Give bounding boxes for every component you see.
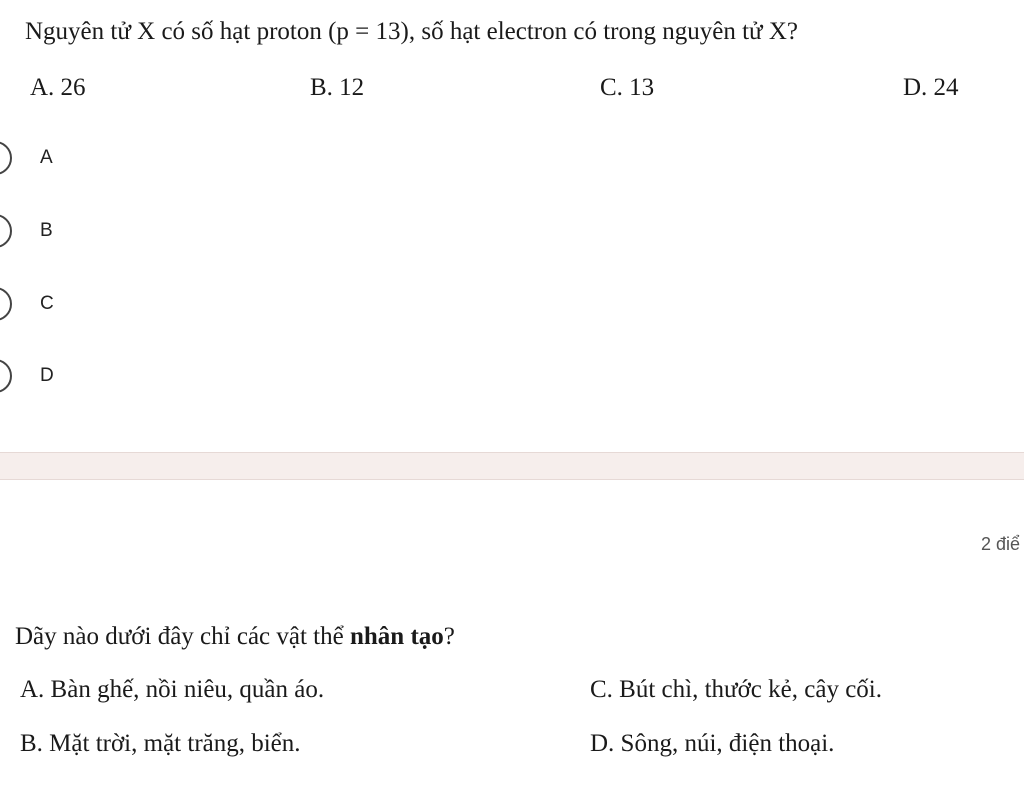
question1-option-d: D. 24 [903,74,959,101]
radio-label-c: C [40,293,54,314]
points-label: 2 điể [981,534,1021,554]
section-divider [0,452,1024,480]
radio-button-a[interactable] [0,141,12,175]
question1-option-b: B. 12 [310,74,365,101]
question2-option-a: A. Bàn ghế, nồi niêu, quần áo. [20,676,325,703]
radio-button-d[interactable] [0,359,12,393]
radio-label-d: D [40,365,54,386]
question2-option-d: D. Sông, núi, điện thoại. [590,730,835,757]
question2-text-bold: nhân tạo [349,623,444,650]
radio-label-a: A [40,147,53,168]
question2-option-b: B. Mặt trời, mặt trăng, biển. [20,730,301,757]
question1-option-a: A. 26 [30,74,86,101]
question1-text: Nguyên tử X có số hạt proton (p = 13), số hạt electron có trong nguyên tử X? [25,18,798,45]
question2-text [15,623,455,651]
radio-label-b: B [40,220,53,241]
question2-option-c: C. Bút chì, thước kẻ, cây cối. [590,676,882,703]
radio-button-b[interactable] [0,214,12,248]
radio-button-c[interactable] [0,287,12,321]
question2-text-start: Dãy nào dưới đây chỉ các vật thể [15,623,350,650]
question1-option-c: C. 13 [600,74,655,101]
question2-text-end: ? [443,623,455,650]
